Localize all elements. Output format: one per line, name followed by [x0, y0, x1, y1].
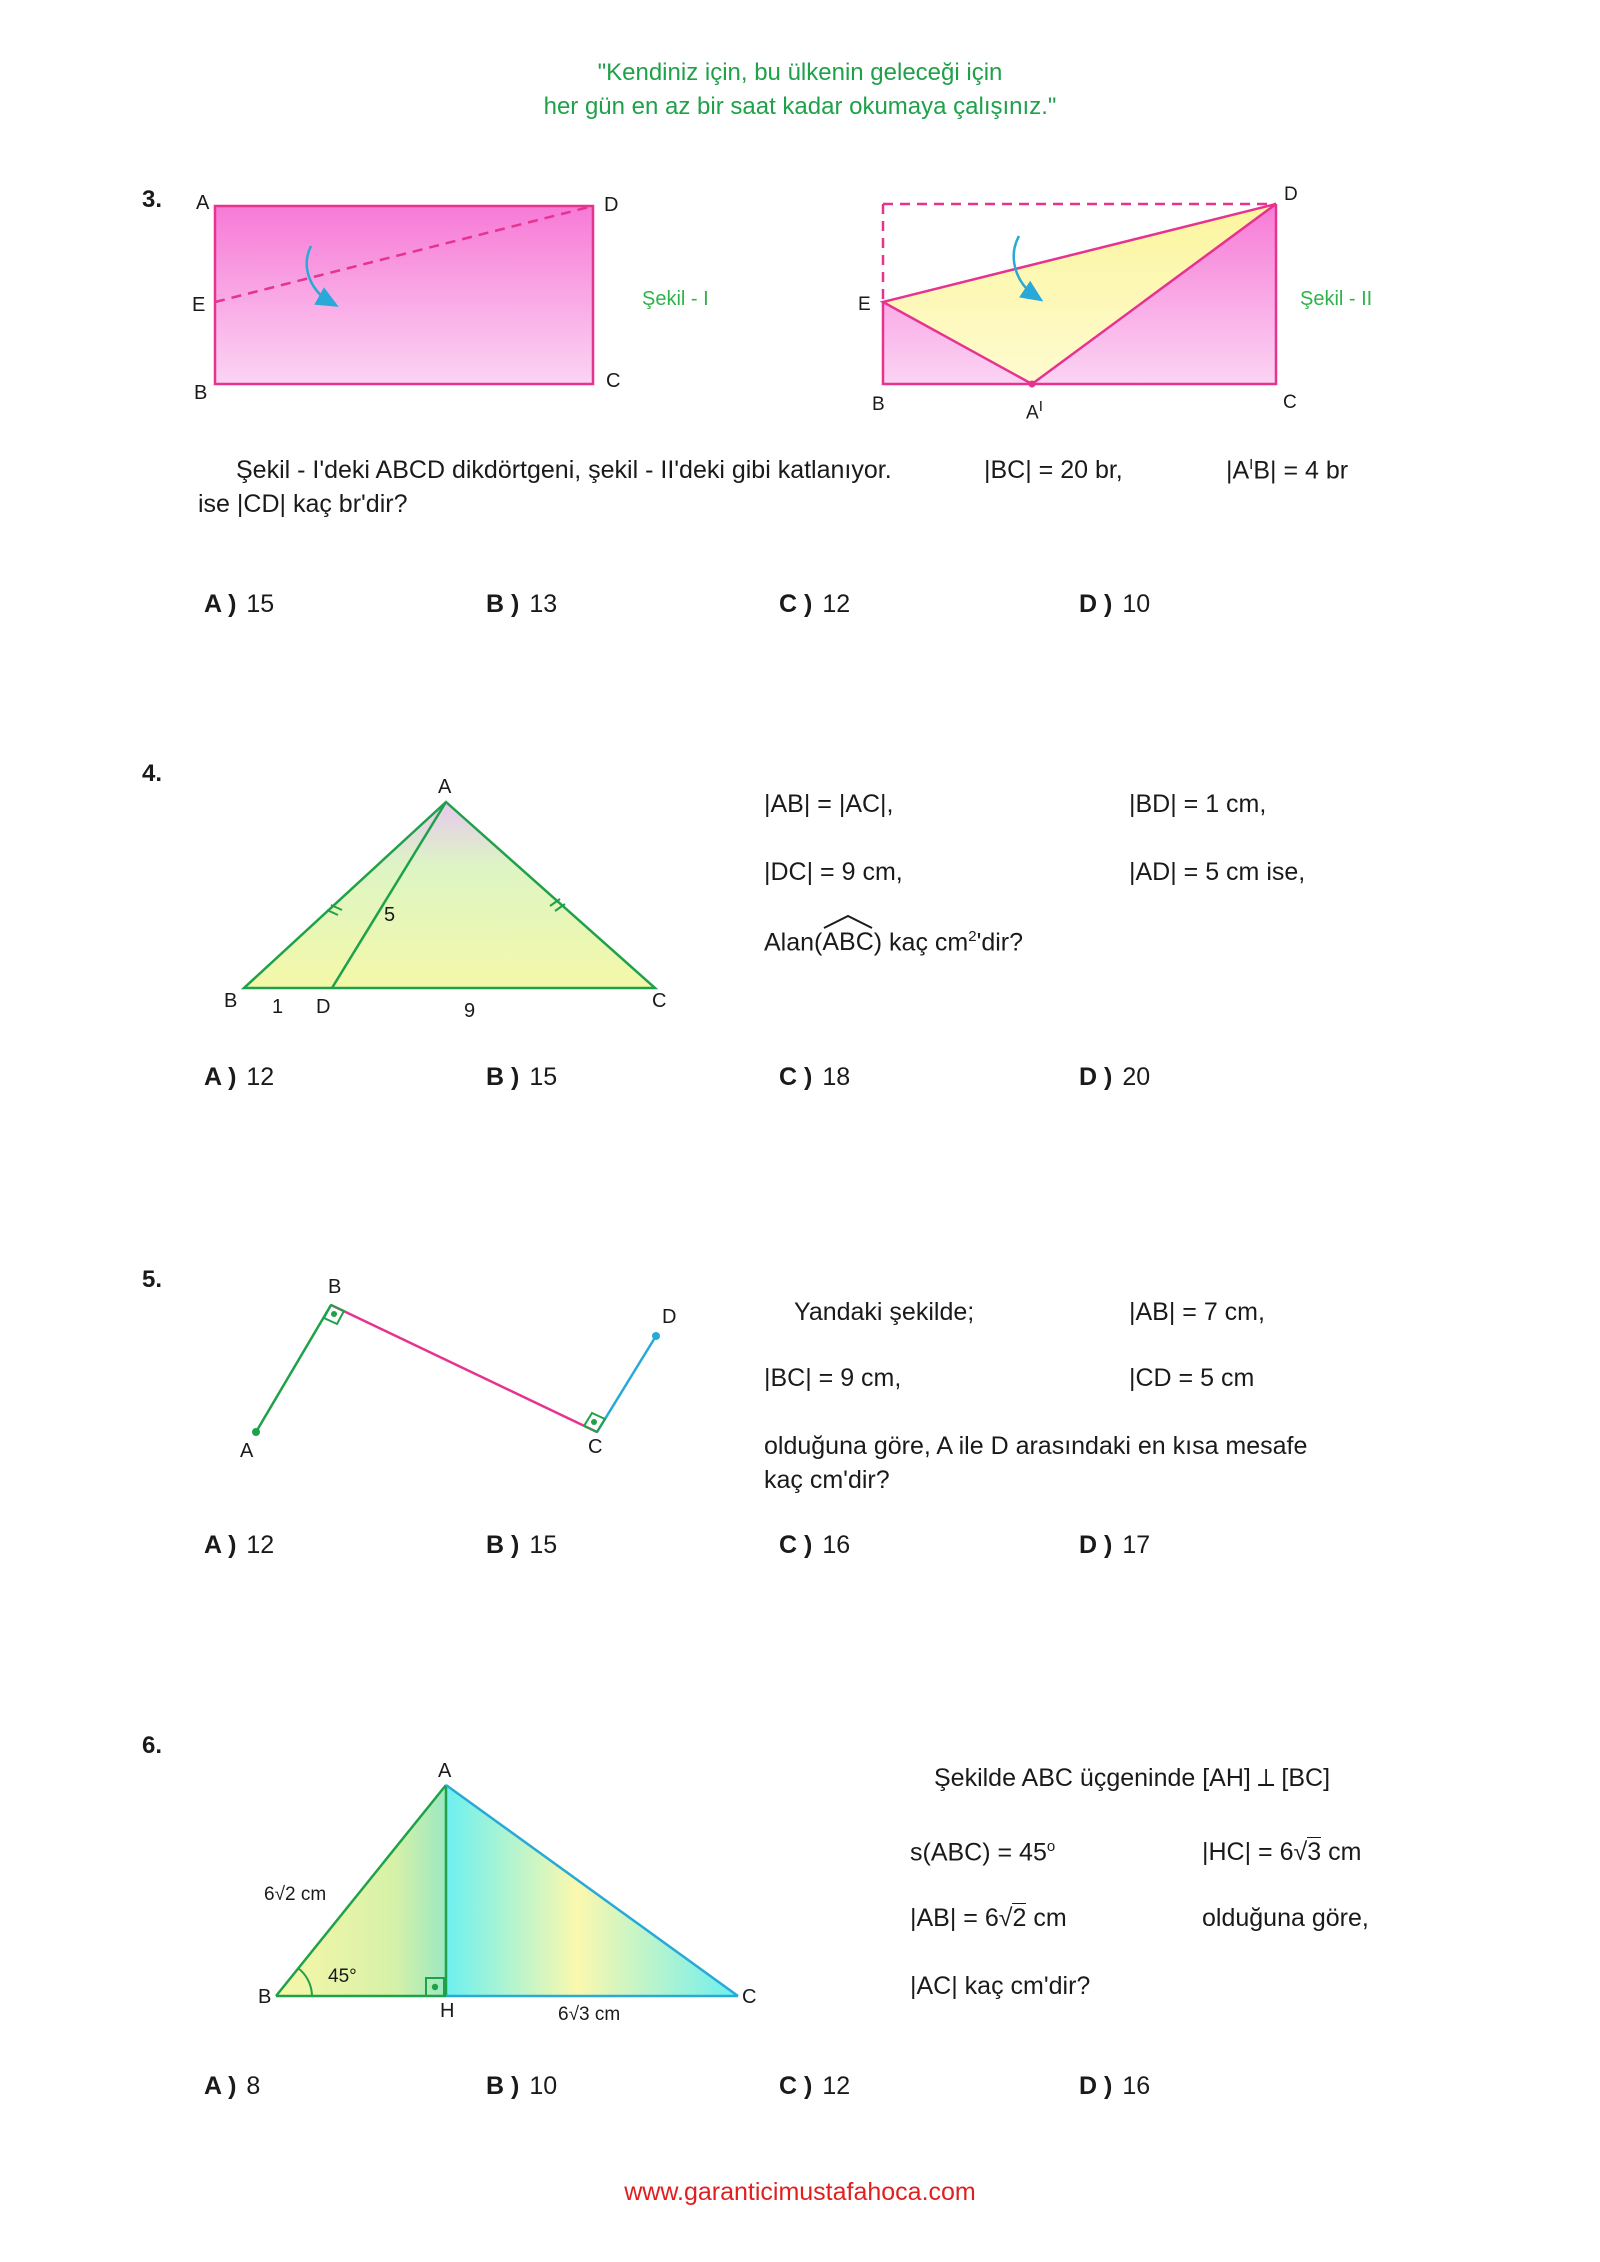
q3-fig1-label-c: C [606, 370, 621, 392]
q3-question-line-1: Şekil - I'deki ABCD dikdörtgeni, şekil - II'deki gibi katlanıyor. [236, 456, 892, 484]
q5-point-d [652, 1332, 660, 1340]
q5-option-a[interactable]: A ) 12 [204, 1531, 275, 1559]
q6-given-angle: $s(ABC) = 45^o$ [910, 1838, 1056, 1867]
q3-fig2-label-a1: $A^I$ [1026, 398, 1043, 424]
q4-label-bd: 1 [272, 996, 284, 1018]
q4-option-a[interactable]: A ) 12 [204, 1063, 275, 1091]
q6-figure [276, 1785, 738, 1996]
q4-label-a: A [438, 776, 452, 798]
q4-angle-abc: ABC [822, 928, 873, 957]
q5-point-a [252, 1428, 260, 1436]
q5-segment-cd [597, 1336, 656, 1432]
q6-given-ab: |AB| = 6√2 cm [910, 1904, 1067, 1932]
q3-fig1-label-d: D [604, 194, 619, 216]
q3-fig2-point-a1 [1029, 381, 1036, 388]
q3-figure-1 [215, 206, 593, 384]
q5-right-angle-c-icon [584, 1413, 605, 1432]
q4-option-c[interactable]: C ) 18 [779, 1063, 851, 1091]
q5-option-b[interactable]: B ) 15 [486, 1531, 558, 1559]
q5-intro: Yandaki şekilde; [794, 1298, 975, 1326]
q5-question-line-2: kaç cm'dir? [764, 1466, 890, 1494]
q5-label-b: B [328, 1276, 342, 1298]
q3-option-d[interactable]: D ) 10 [1079, 590, 1151, 618]
quote-line-1: "Kendiniz için, bu ülkenin geleceği için [597, 59, 1003, 86]
q4-label-c: C [652, 990, 667, 1012]
q6-given-hc: |HC| = 6√3 cm [1202, 1838, 1362, 1866]
q5-option-c[interactable]: C ) 16 [779, 1531, 851, 1559]
q5-question-line-1: olduğuna göre, A ile D arasındaki en kısa mesafe [764, 1432, 1308, 1460]
q4-option-d[interactable]: D ) 20 [1079, 1063, 1151, 1091]
q4-number: 4. [142, 760, 163, 787]
q6-question: |AC| kaç cm'dir? [910, 1972, 1091, 2000]
q4-label-b: B [224, 990, 238, 1012]
q5-segment-ab [256, 1305, 331, 1432]
q3-fig1-label-b: B [194, 382, 208, 404]
q4-label-d: D [316, 996, 331, 1018]
q4-given-ad: |AD| = 5 cm ise, [1129, 858, 1306, 886]
q6-label-a: A [438, 1760, 452, 1782]
q6-condition: olduğuna göre, [1202, 1904, 1369, 1932]
quote-line-2: her gün en az bir saat kadar okumaya çalışınız." [543, 93, 1057, 120]
q6-option-d[interactable]: D ) 16 [1079, 2072, 1151, 2100]
q4-given-dc: |DC| = 9 cm, [764, 858, 903, 886]
q3-fig1-label-e: E [192, 294, 206, 316]
q5-label-d: D [662, 1306, 677, 1328]
q3-option-a[interactable]: A ) 15 [204, 590, 275, 618]
q5-segment-bc [331, 1305, 597, 1432]
q3-fig1-label-a: A [196, 192, 210, 214]
q5-option-d[interactable]: D ) 17 [1079, 1531, 1151, 1559]
q3-fig2-label-c: C [1283, 392, 1297, 413]
q6-intro: Şekilde ABC üçgeninde [AH] ⟂ [BC] [934, 1764, 1331, 1792]
q6-label-c: C [742, 1986, 757, 2008]
q6-label-hc-length: 6√3 cm [558, 2004, 621, 2025]
q3-fig1-rectangle [215, 206, 593, 384]
q3-fig2-label-b: B [872, 394, 885, 415]
q4-given-ab-ac: |AB| = |AC|, [764, 790, 894, 818]
q6-label-h: H [440, 2000, 455, 2022]
q3-fig2-label-d: D [1284, 184, 1298, 205]
q3-option-b[interactable]: B ) 13 [486, 590, 558, 618]
q6-number: 6. [142, 1732, 163, 1759]
q5-label-c: C [588, 1436, 603, 1458]
q3-figure-2 [883, 204, 1276, 388]
q3-question-line-2: ise |CD| kaç br'dir? [198, 490, 408, 518]
q4-question: Alan( ABC) kaç $cm^2'dir$? [764, 928, 1023, 957]
q3-option-c[interactable]: C ) 12 [779, 590, 851, 618]
q5-figure [252, 1305, 660, 1436]
q4-triangle-abc [244, 802, 655, 988]
q6-option-b[interactable]: B ) 10 [486, 2072, 558, 2100]
q4-figure [244, 802, 655, 988]
footer-url-link[interactable]: www.garanticimustafahoca.com [624, 2178, 976, 2206]
q3-number: 3. [142, 186, 163, 213]
q6-option-c[interactable]: C ) 12 [779, 2072, 851, 2100]
q6-option-a[interactable]: A ) 8 [204, 2072, 261, 2100]
q4-label-ad: 5 [384, 904, 396, 926]
q3-fig1-name: Şekil - I [642, 288, 709, 310]
q4-hat-icon [822, 914, 874, 930]
q3-fig2-name: Şekil - II [1300, 288, 1373, 310]
q5-given-bc: |BC| = 9 cm, [764, 1364, 902, 1392]
q5-given-ab: |AB| = 7 cm, [1129, 1298, 1265, 1326]
q4-label-dc: 9 [464, 1000, 476, 1022]
q3-given-a1b: $|A^IB| = 4$ br [1226, 456, 1349, 485]
q4-option-b[interactable]: B ) 15 [486, 1063, 558, 1091]
q6-label-b: B [258, 1986, 272, 2008]
q4-given-bd: |BD| = 1 cm, [1129, 790, 1267, 818]
q3-fig2-label-e: E [858, 294, 871, 315]
q6-label-ab-length: 6√2 cm [264, 1884, 327, 1905]
q3-given-bc: |BC| = 20 br, [984, 456, 1123, 484]
q5-right-angle-b-icon [324, 1305, 344, 1324]
q5-number: 5. [142, 1266, 163, 1293]
q5-given-cd: |CD = 5 cm [1129, 1364, 1255, 1392]
q5-label-a: A [240, 1440, 254, 1462]
q6-label-angle-b: 45° [328, 1966, 357, 1987]
